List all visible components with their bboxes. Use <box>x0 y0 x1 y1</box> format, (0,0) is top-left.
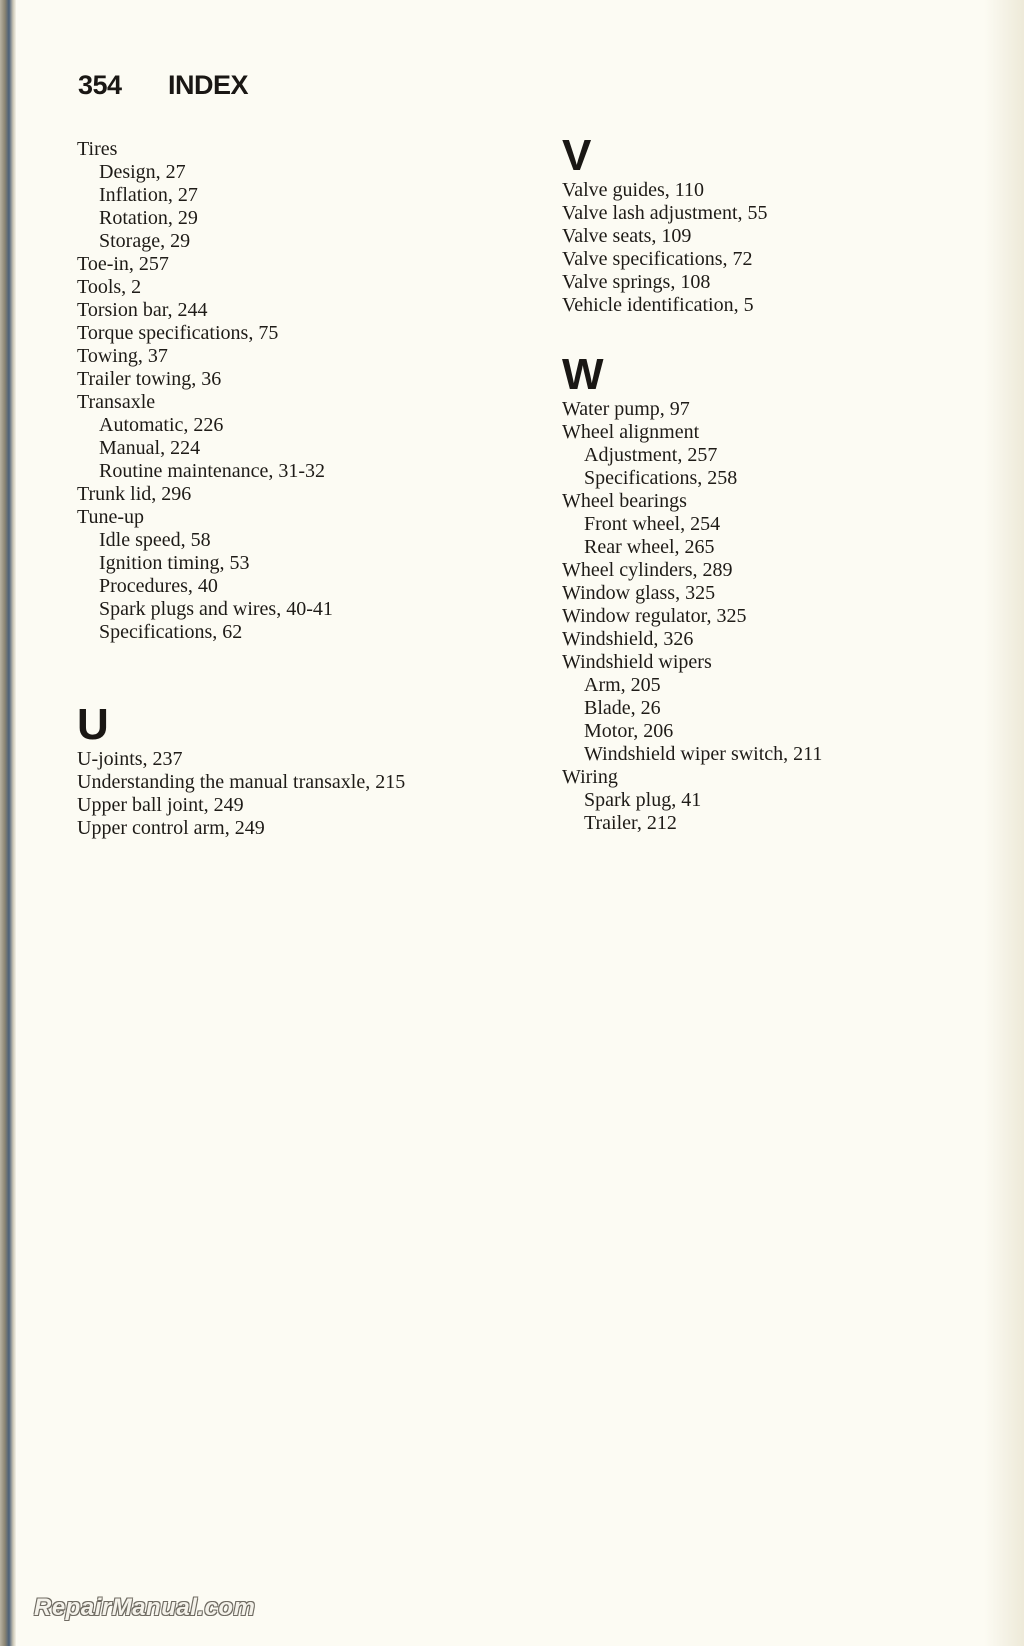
index-entry-transaxle: Transaxle <box>77 391 156 413</box>
index-entry: Towing, 37 <box>77 345 168 367</box>
index-entry: Trailer towing, 36 <box>77 368 222 390</box>
index-entry: Wheel cylinders, 289 <box>562 559 733 581</box>
watermark-logo: RepairManual.com <box>34 1594 256 1621</box>
index-subentry: Routine maintenance, 31-32 <box>99 460 326 482</box>
index-entry: Torsion bar, 244 <box>77 299 208 321</box>
index-entry: Valve lash adjustment, 55 <box>562 202 768 224</box>
index-subentry: Rotation, 29 <box>99 207 198 229</box>
index-entry-tires: Tires <box>77 138 118 160</box>
index-subentry: Design, 27 <box>99 161 186 183</box>
index-subentry: Storage, 29 <box>99 230 191 252</box>
index-subentry: Spark plugs and wires, 40-41 <box>99 598 333 620</box>
index-subentry: Motor, 206 <box>584 720 674 742</box>
index-entry: Tools, 2 <box>77 276 142 298</box>
index-subentry: Automatic, 226 <box>99 414 224 436</box>
index-column-right <box>562 133 982 835</box>
index-entry-wheel-alignment: Wheel alignment <box>562 421 700 443</box>
page-right-shadow <box>984 0 1024 1646</box>
index-subentry: Arm, 205 <box>584 674 661 696</box>
index-entry: Valve specifications, 72 <box>562 248 753 270</box>
index-entry-wheel-bearings: Wheel bearings <box>562 490 687 512</box>
index-entry: Windshield, 326 <box>562 628 694 650</box>
index-entry: Trunk lid, 296 <box>77 483 192 505</box>
page-title: INDEX <box>168 70 249 100</box>
index-entry-wiring: Wiring <box>562 766 618 788</box>
index-entry-windshield-wipers: Windshield wipers <box>562 651 712 673</box>
index-entry: Understanding the manual transaxle, 215 <box>77 771 406 793</box>
index-entry: Window regulator, 325 <box>562 605 747 627</box>
index-subentry: Manual, 224 <box>99 437 201 459</box>
page-header <box>78 70 248 101</box>
page-spine-edge <box>0 0 16 1646</box>
index-subentry: Trailer, 212 <box>584 812 677 834</box>
index-subentry: Ignition timing, 53 <box>99 552 250 574</box>
index-entry: Valve seats, 109 <box>562 225 692 247</box>
section-letter-v: V <box>562 131 592 180</box>
index-entry: Water pump, 97 <box>562 398 690 420</box>
index-subentry: Adjustment, 257 <box>584 444 718 466</box>
index-subentry: Windshield wiper switch, 211 <box>584 743 823 765</box>
index-entry: Valve springs, 108 <box>562 271 711 293</box>
index-subentry: Front wheel, 254 <box>584 513 721 535</box>
index-subentry: Idle speed, 58 <box>99 529 211 551</box>
page-number: 354 <box>78 70 122 100</box>
index-column-left <box>77 138 497 840</box>
index-entry: Vehicle identification, 5 <box>562 294 754 316</box>
index-subentry: Procedures, 40 <box>99 575 218 597</box>
index-subentry: Inflation, 27 <box>99 184 198 206</box>
index-entry: U-joints, 237 <box>77 748 183 770</box>
index-entry: Upper ball joint, 249 <box>77 794 244 816</box>
index-entry: Toe-in, 257 <box>77 253 169 275</box>
index-entry: Upper control arm, 249 <box>77 817 265 839</box>
index-subentry: Rear wheel, 265 <box>584 536 715 558</box>
index-entry: Torque specifications, 75 <box>77 322 279 344</box>
index-subentry: Spark plug, 41 <box>584 789 702 811</box>
section-letter-u: U <box>77 700 109 749</box>
index-subentry: Specifications, 258 <box>584 467 738 489</box>
index-subentry: Specifications, 62 <box>99 621 243 643</box>
index-entry: Window glass, 325 <box>562 582 716 604</box>
index-subentry: Blade, 26 <box>584 697 661 719</box>
index-entry: Valve guides, 110 <box>562 179 705 201</box>
section-letter-w: W <box>562 350 604 399</box>
index-entry-tuneup: Tune-up <box>77 506 145 528</box>
